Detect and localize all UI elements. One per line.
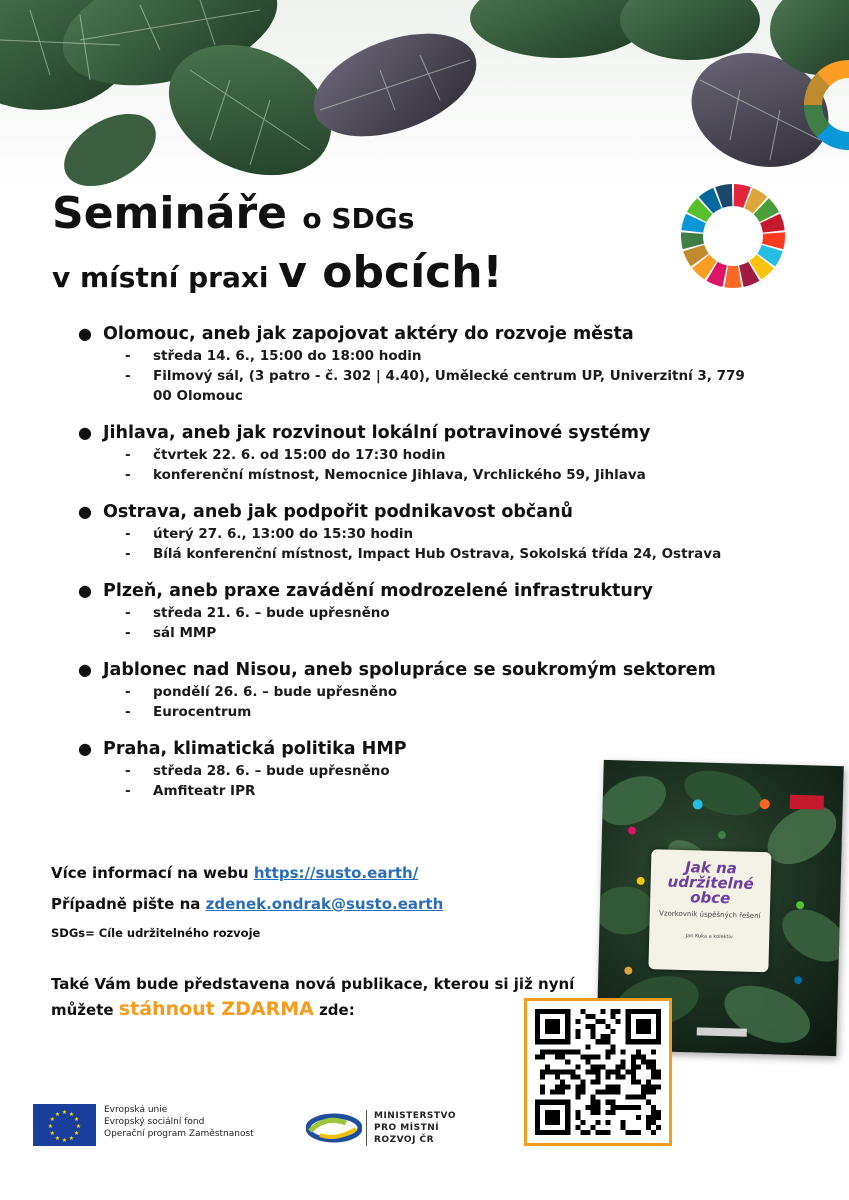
qr-module (616, 1019, 621, 1024)
qr-module (606, 1039, 611, 1044)
seminar-jihlava: ● Jihlava, aneb jak rozvinout lokální potravinové systémy - čtvrtek 22. 6. od 15:00 do 17:30 hodin - konferenční místnost, Nemocnice Jihlava, Vrchlického 59, Jihlava (78, 421, 778, 485)
qr-module (575, 1049, 580, 1054)
qr-module (575, 1019, 580, 1024)
qr-module (646, 1115, 651, 1120)
eu-star-icon: ★ (61, 1109, 68, 1116)
qr-module (616, 1085, 621, 1090)
qr-code-icon (535, 1009, 661, 1135)
qr-module (540, 1090, 545, 1095)
qr-module (575, 1085, 580, 1090)
qr-module (555, 1069, 560, 1074)
qr-module (560, 1080, 565, 1085)
eu-star-icon: ★ (68, 1110, 75, 1118)
qr-module (651, 1110, 656, 1115)
qr-module (565, 1085, 570, 1090)
qr-module (545, 1019, 560, 1034)
qr-module (555, 1054, 560, 1059)
eu-star-icon: ★ (54, 1135, 61, 1143)
mail-info-label: Případně pište na (51, 895, 201, 913)
qr-module (621, 1120, 626, 1125)
eu-flag-icon (33, 1104, 96, 1146)
qr-module (631, 1064, 636, 1069)
sdg-wheel-segment (724, 266, 741, 288)
qr-module (651, 1105, 656, 1110)
qr-module (611, 1029, 616, 1034)
qr-module (560, 1069, 565, 1074)
seminar-venue: Filmový sál, (3 patro - č. 302 | 4.40), Umělecké centrum UP, Univerzitní 3, 779 00 Olomouc (153, 368, 745, 404)
web-info-label: Více informací na webu (51, 864, 249, 882)
qr-module (631, 1105, 636, 1110)
qr-module (575, 1064, 580, 1069)
qr-module (616, 1075, 621, 1080)
eu-star-icon: ★ (49, 1116, 56, 1123)
qr-module (621, 1125, 626, 1130)
seminar-praha: ● Praha, klimatická politika HMP - středa 28. 6. – bude upřesněno - Amfiteatr IPR (78, 737, 778, 801)
qr-module (575, 1029, 580, 1034)
qr-module (580, 1054, 585, 1059)
sdg-wheel-side-icon (794, 55, 849, 155)
qr-module (621, 1064, 626, 1069)
eu-line2: Evropský sociální fond (104, 1117, 205, 1127)
qr-module (651, 1120, 656, 1125)
qr-module (631, 1069, 636, 1074)
qr-module (590, 1105, 595, 1110)
qr-module (540, 1085, 545, 1090)
qr-module (621, 1105, 626, 1110)
qr-module (636, 1064, 641, 1069)
sdg-wheel-corner-icon (715, 0, 805, 20)
qr-module (590, 1064, 595, 1069)
qr-module (560, 1049, 565, 1054)
seminar-heading: Jablonec nad Nisou, aneb spolupráce se soukromým sektorem (103, 660, 716, 680)
qr-module (636, 1095, 641, 1100)
seminar-heading: Jihlava, aneb jak rozvinout lokální potravinové systémy (103, 423, 651, 443)
qr-module (545, 1110, 560, 1125)
bullet-icon: ● (78, 660, 92, 679)
qr-module (651, 1085, 656, 1090)
qr-module (601, 1130, 606, 1135)
qr-module (595, 1039, 600, 1044)
eu-star-icon: ★ (61, 1137, 68, 1144)
book-subtitle: Vzorkovník úspěšných řešení (658, 909, 761, 921)
qr-module (535, 1054, 540, 1059)
qr-module (611, 1069, 616, 1074)
qr-module (601, 1039, 606, 1044)
publication-line2-suffix: zde: (319, 1001, 355, 1019)
qr-module (606, 1085, 611, 1090)
web-info (51, 864, 418, 882)
qr-module (555, 1075, 560, 1080)
qr-module (595, 1105, 600, 1110)
qr-module (575, 1034, 580, 1039)
qr-module (616, 1069, 621, 1074)
qr-module (636, 1080, 641, 1085)
book-title-card (648, 849, 771, 972)
qr-module (616, 1064, 621, 1069)
bullet-icon: ● (78, 324, 92, 343)
qr-module (595, 1100, 600, 1105)
qr-module (606, 1069, 611, 1074)
qr-module (575, 1090, 580, 1095)
eu-star-icon: ★ (54, 1110, 61, 1118)
qr-module (651, 1059, 656, 1064)
qr-module (555, 1085, 560, 1090)
qr-module (595, 1075, 600, 1080)
qr-module (590, 1029, 595, 1034)
seminar-date: středa 14. 6., 15:00 do 18:00 hodin (153, 348, 422, 364)
qr-module (595, 1130, 600, 1135)
qr-module (575, 1125, 580, 1130)
qr-module (621, 1049, 626, 1054)
title-word-practice: v místní praxi (52, 261, 269, 294)
seminar-date: úterý 27. 6., 13:00 do 15:30 hodin (153, 526, 414, 542)
qr-module (606, 1090, 611, 1095)
qr-module (651, 1115, 656, 1120)
qr-module (575, 1110, 580, 1115)
qr-module (595, 1064, 600, 1069)
seminar-olomouc: ● Olomouc, aneb jak zapojovat aktéry do rozvoje města - středa 14. 6., 15:00 do 18:00 hodin - Filmový sál, (3 patro - č. 302 | 4.40), Umělecké centrum UP, Univerzitní 3, 779 00 Olomouc (78, 322, 778, 406)
qr-module (641, 1059, 646, 1064)
qr-module (631, 1095, 636, 1100)
qr-module (595, 1090, 600, 1095)
qr-module (626, 1105, 631, 1110)
mail-info (51, 895, 443, 913)
qr-module (651, 1049, 656, 1054)
qr-module (545, 1069, 550, 1074)
qr-module (656, 1110, 661, 1115)
qr-module (611, 1014, 616, 1019)
qr-module (565, 1069, 570, 1074)
qr-module (611, 1044, 616, 1049)
qr-module (631, 1054, 636, 1059)
title-word-municipalities: v obcích! (278, 247, 503, 298)
bullet-icon: ● (78, 739, 92, 758)
qr-module (646, 1059, 651, 1064)
mmr-logo-text (374, 1110, 456, 1146)
qr-module (651, 1130, 656, 1135)
qr-module (575, 1075, 580, 1080)
qr-module (651, 1069, 656, 1074)
seminar-venue: Amfiteatr IPR (153, 783, 256, 799)
qr-module (631, 1080, 636, 1085)
qr-module (646, 1090, 651, 1095)
qr-module (590, 1034, 595, 1039)
qr-module (555, 1090, 560, 1095)
mmr-line2: PRO MÍSTNÍ (374, 1123, 440, 1133)
qr-module (626, 1095, 631, 1100)
qr-module (601, 1064, 606, 1069)
qr-module (616, 1105, 621, 1110)
qr-module (646, 1125, 651, 1130)
qr-module (590, 1054, 595, 1059)
bullet-icon: ● (78, 581, 92, 600)
qr-module (651, 1090, 656, 1095)
email-link[interactable]: zdenek.ondrak@susto.earth (205, 895, 444, 913)
qr-module (580, 1080, 585, 1085)
qr-module (601, 1009, 606, 1014)
qr-module (560, 1054, 565, 1059)
qr-module (606, 1034, 611, 1039)
seminar-heading: Plzeň, aneb praxe zavádění modrozelené infrastruktury (103, 581, 653, 601)
qr-module (606, 1100, 611, 1105)
sdg-note: SDGs= Cíle udržitelného rozvoje (51, 926, 261, 940)
seminar-date: středa 28. 6. – bude upřesněno (153, 763, 390, 779)
qr-module (555, 1049, 560, 1054)
qr-module (631, 1130, 636, 1135)
qr-module (626, 1069, 631, 1074)
download-free-highlight[interactable]: stáhnout ZDARMA (118, 998, 314, 1020)
seminar-ostrava: ● Ostrava, aneb jak podpořit podnikavost občanů - úterý 27. 6., 13:00 do 15:30 hodin - Bílá konferenční místnost, Impact Hub Ostrava, Sokolská třída 24, Ostrava (78, 500, 778, 564)
qr-module (545, 1049, 550, 1054)
qr-module (580, 1085, 585, 1090)
eu-star-icon: ★ (68, 1135, 75, 1143)
qr-module (585, 1105, 590, 1110)
qr-module (590, 1110, 595, 1115)
qr-module (606, 1054, 611, 1059)
qr-module (621, 1075, 626, 1080)
mmr-logo-icon (306, 1111, 362, 1145)
qr-module (621, 1059, 626, 1064)
qr-module (565, 1049, 570, 1054)
qr-module (590, 1095, 595, 1100)
mmr-line3: ROZVOJ ČR (374, 1135, 435, 1145)
qr-module (580, 1009, 585, 1014)
page-title (52, 188, 672, 298)
qr-module (611, 1110, 616, 1115)
qr-module (636, 1049, 641, 1054)
qr-module (580, 1130, 585, 1135)
qr-module (646, 1080, 651, 1085)
qr-module (595, 1080, 600, 1085)
qr-module (540, 1075, 545, 1080)
qr-module (611, 1100, 616, 1105)
eu-line1: Evropská unie (104, 1105, 168, 1115)
qr-module (636, 1115, 641, 1120)
seminar-date: středa 21. 6. – bude upřesněno (153, 605, 390, 621)
qr-module (580, 1120, 585, 1125)
seminar-list (78, 322, 778, 816)
qr-module (606, 1130, 611, 1135)
qr-module (540, 1049, 545, 1054)
qr-module (585, 1024, 590, 1029)
qr-module (595, 1110, 600, 1115)
qr-module (641, 1085, 646, 1090)
qr-module (601, 1090, 606, 1095)
sdg-wheel-icon (680, 183, 786, 289)
seminar-date: čtvrtek 22. 6. od 15:00 do 17:30 hodin (153, 447, 446, 463)
qr-module (616, 1090, 621, 1095)
qr-module (646, 1120, 651, 1125)
qr-module (636, 1105, 641, 1110)
qr-module (601, 1034, 606, 1039)
qr-module (560, 1090, 565, 1095)
qr-module (585, 1130, 590, 1135)
bullet-icon: ● (78, 423, 92, 442)
seminar-venue: sál MMP (153, 625, 217, 641)
eu-star-icon: ★ (73, 1130, 80, 1137)
qr-module (590, 1024, 595, 1029)
web-link[interactable]: https://susto.earth/ (253, 864, 419, 882)
qr-module (636, 1054, 641, 1059)
qr-module (656, 1115, 661, 1120)
seminar-venue: Bílá konferenční místnost, Impact Hub Ostrava, Sokolská třída 24, Ostrava (153, 546, 722, 562)
qr-module (611, 1049, 616, 1054)
publication-text (51, 972, 591, 1023)
eu-star-icon: ★ (49, 1130, 56, 1137)
qr-module (545, 1064, 550, 1069)
qr-module (641, 1054, 646, 1059)
qr-module (636, 1130, 641, 1135)
qr-module (651, 1075, 656, 1080)
qr-module (590, 1014, 595, 1019)
download-qr-code[interactable] (524, 998, 672, 1146)
qr-module (585, 1014, 590, 1019)
seminar-heading: Olomouc, aneb jak zapojovat aktéry do rozvoje města (103, 324, 634, 344)
qr-module (585, 1069, 590, 1074)
leaf-decoration (0, 0, 849, 200)
publication-line1: Také Vám bude představena nová publikace, kterou si již nyní (51, 975, 575, 993)
publication-line2-prefix: můžete (51, 1001, 114, 1019)
seminar-heading: Praha, klimatická politika HMP (103, 739, 407, 759)
qr-module (611, 1009, 616, 1014)
seminar-plzen: ● Plzeň, aneb praxe zavádění modrozelené infrastruktury - středa 21. 6. – bude upřesněno - sál MMP (78, 579, 778, 643)
qr-module (585, 1044, 590, 1049)
qr-module (641, 1095, 646, 1100)
qr-module (656, 1085, 661, 1090)
qr-module (550, 1049, 555, 1054)
qr-module (570, 1049, 575, 1054)
eu-star-icon: ★ (47, 1123, 54, 1130)
qr-module (656, 1069, 661, 1074)
qr-module (570, 1069, 575, 1074)
seminar-venue: konferenční místnost, Nemocnice Jihlava, Vrchlického 59, Jihlava (153, 467, 646, 483)
qr-module (585, 1059, 590, 1064)
qr-module (540, 1054, 545, 1059)
qr-module (585, 1054, 590, 1059)
qr-module (560, 1085, 565, 1090)
qr-module (580, 1090, 585, 1095)
book-author: Jan Kuka a kolektiv (685, 933, 733, 941)
qr-module (641, 1090, 646, 1095)
qr-module (646, 1100, 651, 1105)
bullet-icon: ● (78, 502, 92, 521)
book-title: Jak na udržitelné obce (667, 858, 754, 908)
qr-module (611, 1085, 616, 1090)
seminar-heading: Ostrava, aneb jak podpořit podnikavost občanů (103, 502, 573, 522)
eu-line3: Operační program Zaměstnanost (104, 1129, 254, 1139)
qr-module (590, 1080, 595, 1085)
qr-module (616, 1009, 621, 1014)
qr-module (631, 1075, 636, 1080)
seminar-date: pondělí 26. 6. – bude upřesněno (153, 684, 398, 700)
qr-module (540, 1069, 545, 1074)
qr-module (656, 1125, 661, 1130)
eu-star-icon: ★ (75, 1123, 82, 1130)
qr-module (590, 1069, 595, 1074)
qr-module (606, 1024, 611, 1029)
qr-module (656, 1075, 661, 1080)
seminar-jablonec: ● Jablonec nad Nisou, aneb spolupráce se soukromým sektorem - pondělí 26. 6. – bude upřesněno - Eurocentrum (78, 658, 778, 722)
qr-module (611, 1090, 616, 1095)
title-word-seminars: Semináře (52, 188, 288, 239)
title-word-sdgs: o SDGs (302, 202, 415, 235)
qr-module (575, 1095, 580, 1100)
qr-module (606, 1049, 611, 1054)
seminar-venue: Eurocentrum (153, 704, 252, 720)
eu-star-icon: ★ (73, 1116, 80, 1123)
mmr-separator (366, 1110, 367, 1146)
qr-module (646, 1064, 651, 1069)
qr-module (631, 1059, 636, 1064)
qr-module (595, 1019, 600, 1024)
qr-module (550, 1090, 555, 1095)
qr-module (595, 1120, 600, 1125)
qr-module (611, 1105, 616, 1110)
qr-module (565, 1059, 570, 1064)
qr-module (606, 1075, 611, 1080)
qr-module (606, 1120, 611, 1125)
qr-module (636, 1019, 651, 1034)
qr-module (646, 1085, 651, 1090)
qr-module (595, 1069, 600, 1074)
qr-module (590, 1125, 595, 1130)
qr-module (601, 1019, 606, 1024)
qr-module (590, 1100, 595, 1105)
qr-module (651, 1064, 656, 1069)
qr-module (626, 1130, 631, 1135)
mmr-line1: MINISTERSTVO (374, 1111, 456, 1121)
qr-module (550, 1069, 555, 1074)
qr-module (575, 1115, 580, 1120)
qr-module (570, 1075, 575, 1080)
qr-module (595, 1054, 600, 1059)
eu-logo-text (104, 1104, 254, 1140)
qr-module (606, 1110, 611, 1115)
